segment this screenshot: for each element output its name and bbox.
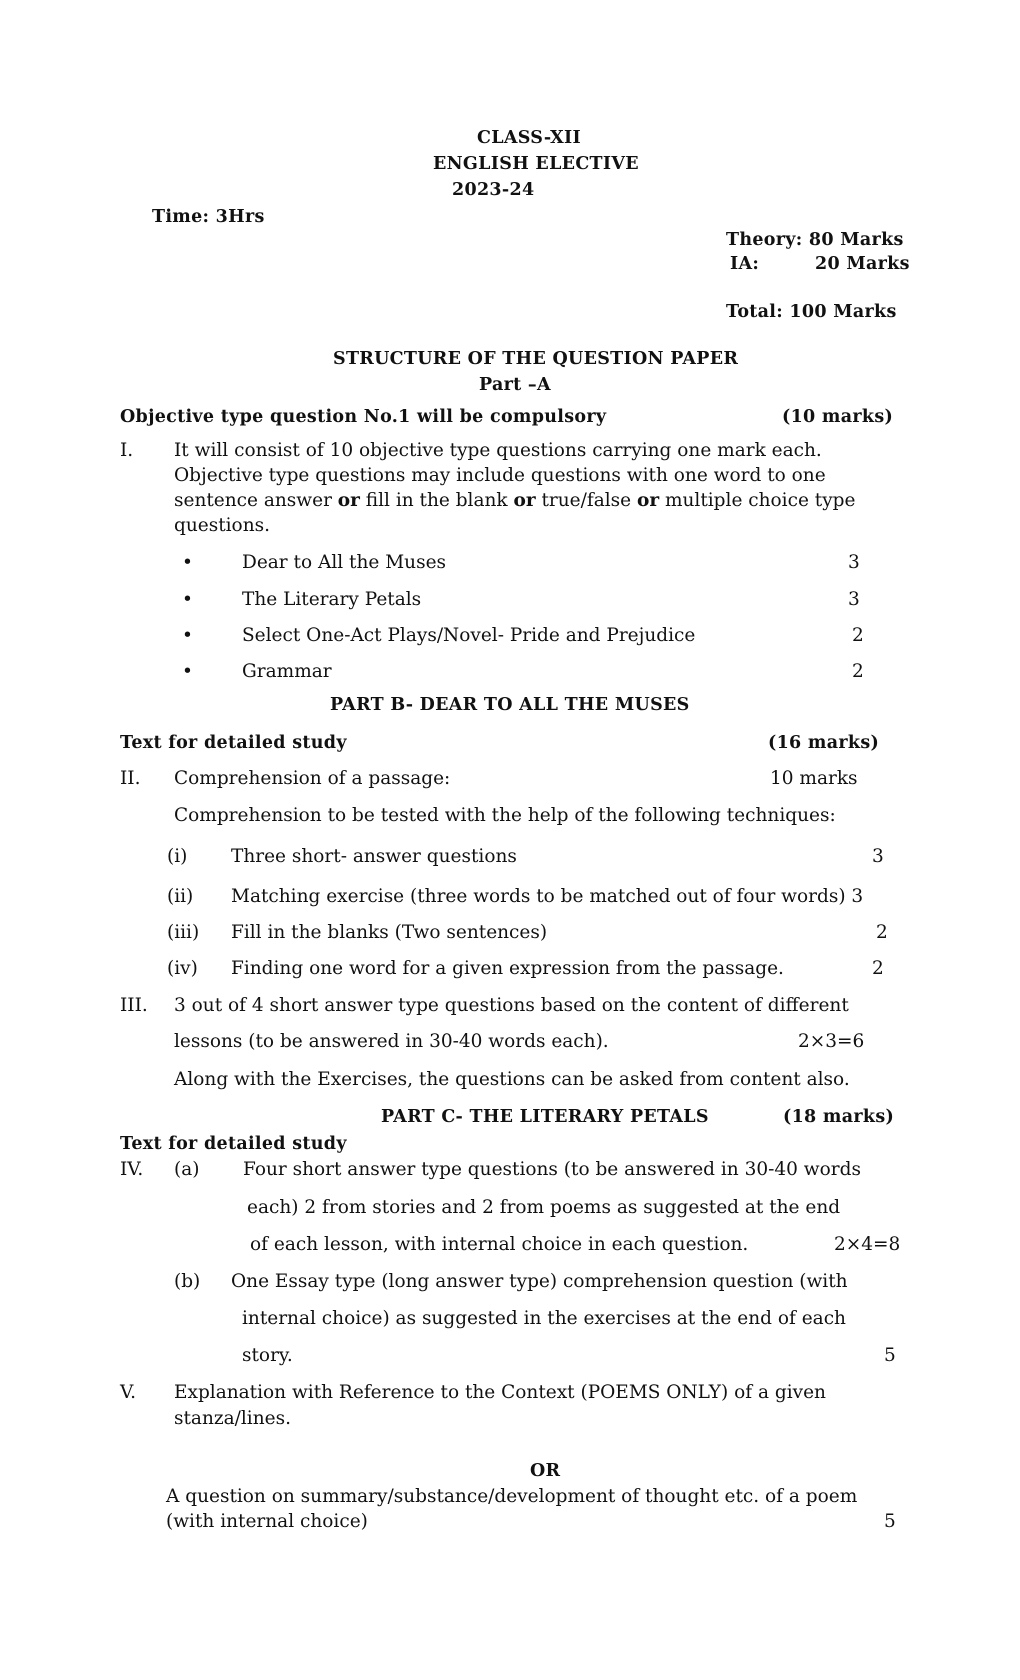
text-segment: true/false [535,490,637,511]
year-title: 2023-24 [452,180,535,200]
list-item-marks: 3 [848,589,860,610]
question-marks: 2×3=6 [798,1031,865,1052]
list-item-label: Select One-Act Plays/Novel- Pride and Prejudice [242,625,696,646]
subitem-text: Three short- answer questions [231,846,517,867]
question-number: V. [120,1382,137,1403]
theory-marks: Theory: 80 Marks [726,230,904,250]
part-a-heading-marks: (10 marks) [782,407,894,427]
text-segment: fill in the blank [359,490,514,511]
alternative-question-line: A question on summary/substance/development of thought etc. of a poem [166,1486,858,1507]
bullet-icon: • [182,625,193,646]
text-segment: multiple choice type [659,490,856,511]
alternative-question-line: (with internal choice) [166,1511,368,1532]
part-b-heading: Text for detailed study [120,733,347,753]
question-number: IV. [120,1159,144,1180]
list-item-marks: 2 [852,625,864,646]
text-segment: sentence answer [174,490,338,511]
or-separator: OR [530,1461,561,1481]
question-text-line: story. [242,1345,293,1366]
question-intro: Comprehension to be tested with the help of the following techniques: [174,805,836,826]
bullet-icon: • [182,552,193,573]
or-keyword: or [636,490,660,511]
ia-marks: 20 Marks [815,254,910,274]
question-number: I. [120,440,134,461]
question-number: III. [120,995,148,1016]
part-c-title-marks: (18 marks) [783,1107,895,1127]
list-item-label: The Literary Petals [242,589,422,610]
subitem-marks: 2 [872,958,884,979]
question-marks: 10 marks [770,768,858,789]
or-keyword: or [337,490,360,511]
part-c-heading: Text for detailed study [120,1134,347,1154]
list-item-marks: 3 [848,552,860,573]
class-title: CLASS-XII [477,128,581,148]
subitem-number: (iii) [167,922,200,943]
question-text-line: each) 2 from stories and 2 from poems as suggested at the end [247,1197,841,1218]
question-text-line: Four short answer type questions (to be answered in 30-40 words [243,1159,861,1180]
question-text-line: stanza/lines. [174,1408,291,1429]
list-item-label: Grammar [242,661,332,682]
subitem-text: Finding one word for a given expression from the passage. [231,958,784,979]
question-text-line: 3 out of 4 short answer type questions based on the content of different [174,995,849,1016]
subitem-marks: 3 [872,846,884,867]
question-text-line: One Essay type (long answer type) comprehension question (with [231,1271,848,1292]
question-text-line: lessons (to be answered in 30-40 words each). [174,1031,609,1052]
question-marks: 5 [884,1345,896,1366]
subitem-number: (i) [167,846,188,867]
part-a-heading: Objective type question No.1 will be compulsory [120,407,607,427]
bullet-icon: • [182,589,193,610]
subquestion-label: (b) [174,1271,201,1292]
part-b-title: PART B- DEAR TO ALL THE MUSES [330,695,690,715]
subitem-marks: 2 [876,922,888,943]
or-keyword: or [513,490,536,511]
question-text-line: Comprehension of a passage: [174,768,451,789]
question-text-line: It will consist of 10 objective type questions carrying one mark each. [174,440,822,461]
part-a-title: Part –A [479,375,551,395]
question-text-line: questions. [174,515,270,536]
question-text-line [174,490,855,512]
time-info: Time: 3Hrs [152,207,265,227]
question-number: II. [120,768,141,789]
question-text-line: Objective type questions may include questions with one word to one [174,465,826,486]
subitem-text: Fill in the blanks (Two sentences) [231,922,548,943]
total-marks: Total: 100 Marks [726,302,897,322]
alternative-question-marks: 5 [884,1511,896,1532]
list-item-marks: 2 [852,661,864,682]
subitem-number: (ii) [167,886,194,907]
question-text-line: Explanation with Reference to the Context (POEMS ONLY) of a given [174,1382,826,1403]
subitem-text: Matching exercise (three words to be matched out of four words) 3 [231,886,864,907]
question-text-line: of each lesson, with internal choice in each question. [250,1234,749,1255]
subquestion-label: (a) [174,1159,200,1180]
question-text-line: internal choice) as suggested in the exercises at the end of each [242,1308,846,1329]
bullet-icon: • [182,661,193,682]
ia-label: IA: [730,254,760,274]
subitem-number: (iv) [167,958,198,979]
question-marks: 2×4=8 [834,1234,901,1255]
question-note: Along with the Exercises, the questions can be asked from content also. [174,1069,850,1090]
structure-title: STRUCTURE OF THE QUESTION PAPER [333,349,739,369]
part-c-title: PART C- THE LITERARY PETALS [381,1107,709,1127]
part-b-heading-marks: (16 marks) [768,733,880,753]
subject-title: ENGLISH ELECTIVE [433,154,639,174]
list-item-label: Dear to All the Muses [242,552,447,573]
